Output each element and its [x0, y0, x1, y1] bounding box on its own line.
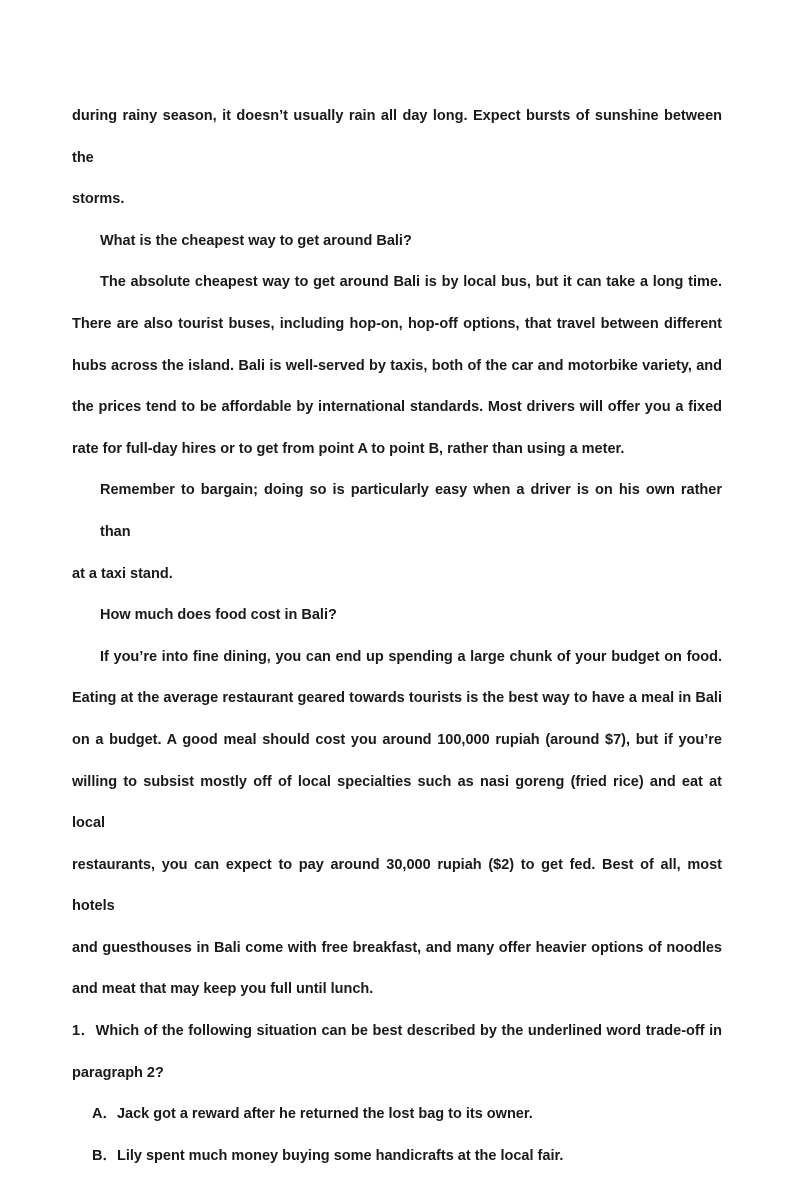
- paragraph-line: If you’re into fine dining, you can end up spending a large chunk of your budget on food.: [100, 648, 722, 665]
- answer-option-a: A．Jack got a reward after he returned the lost bag to its owner.: [92, 1106, 533, 1123]
- paragraph-line: There are also tourist buses, including hop-on, hop-off options, that travel between different: [72, 315, 722, 332]
- question-stem: 1．Which of the following situation can be best described by the underlined word trade-off in: [72, 1023, 722, 1040]
- paragraph-line: Remember to bargain; doing so is particularly easy when a driver is on his own rather than: [100, 482, 722, 540]
- answer-option-b: B．Lily spent much money buying some handicrafts at the local fair.: [92, 1147, 564, 1164]
- paragraph-line: willing to subsist mostly off of local specialties such as nasi goreng (fried rice) and eat at local: [72, 773, 722, 832]
- paragraph-line: during rainy season, it doesn’t usually rain all day long. Expect bursts of sunshine between the: [72, 108, 722, 166]
- paragraph-line: hubs across the island. Bali is well-served by taxis, both of the car and motorbike variety, and: [72, 357, 722, 374]
- paragraph-line: The absolute cheapest way to get around Bali is by local bus, but it can take a long time.: [100, 274, 722, 291]
- paragraph-line: and meat that may keep you full until lunch.: [72, 981, 374, 998]
- question-stem: paragraph 2?: [72, 1064, 164, 1081]
- paragraph-line: and guesthouses in Bali come with free breakfast, and many offer heavier options of noodles: [72, 939, 722, 956]
- paragraph-line: restaurants, you can expect to pay around 30,000 rupiah ($2) to get fed. Best of all, most hotels: [72, 856, 722, 915]
- section-question: What is the cheapest way to get around Bali?: [100, 232, 412, 249]
- document-page: [72, 96, 722, 1177]
- paragraph-line: on a budget. A good meal should cost you around 100,000 rupiah (around $7), but if you’re: [72, 731, 722, 748]
- paragraph-line: storms.: [72, 191, 125, 208]
- section-question: How much does food cost in Bali?: [100, 607, 337, 624]
- paragraph-line: at a taxi stand.: [72, 565, 173, 582]
- paragraph-line: Eating at the average restaurant geared towards tourists is the best way to have a meal in Bali: [72, 690, 722, 707]
- paragraph-line: rate for full-day hires or to get from point A to point B, rather than using a meter.: [72, 440, 625, 457]
- paragraph-line: the prices tend to be affordable by international standards. Most drivers will offer you a fixed: [72, 399, 722, 416]
